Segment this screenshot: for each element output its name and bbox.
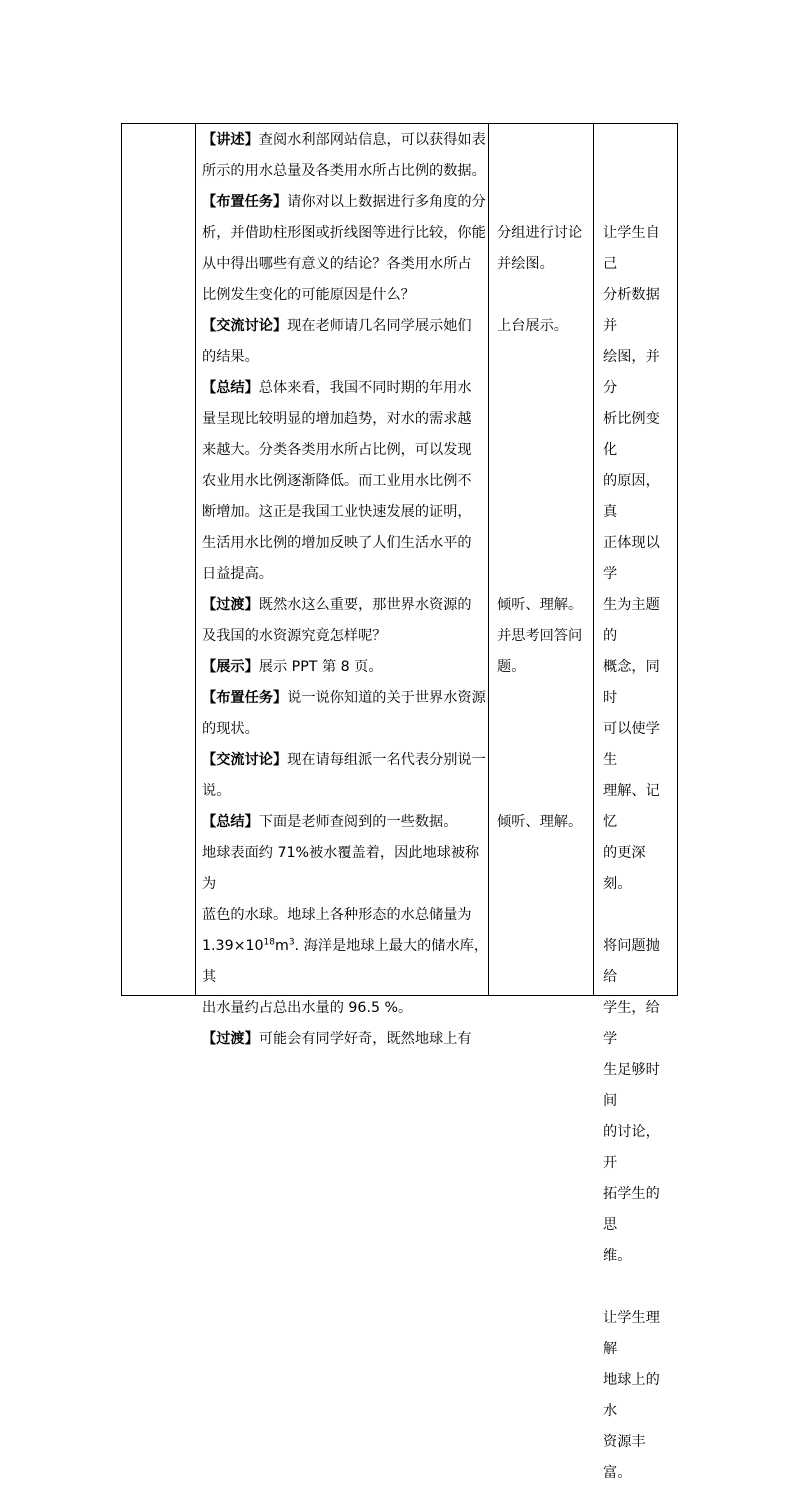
text-line bbox=[202, 528, 492, 559]
activity-text: 量呈现比较明显的增加趋势，对水的需求越 bbox=[202, 411, 472, 427]
text-line bbox=[202, 125, 492, 156]
student-group-3 bbox=[497, 590, 595, 683]
intent-group-3 bbox=[603, 1303, 673, 1489]
text-line bbox=[202, 931, 492, 993]
text-line: 资源丰富。 bbox=[603, 1434, 646, 1481]
text-line bbox=[202, 404, 492, 435]
activity-text: 及我国的水资源究竟怎样呢？ bbox=[202, 628, 387, 644]
text-line bbox=[202, 1024, 492, 1055]
text-line bbox=[202, 993, 492, 1024]
activity-tag: 【布置任务】 bbox=[202, 194, 288, 210]
text-line: 并绘图。 bbox=[497, 256, 554, 272]
text-line: 理解、记忆 bbox=[603, 783, 660, 830]
activity-text: 来越大。分类各类用水所占比例，可以发现 bbox=[202, 442, 472, 458]
activity-block bbox=[202, 652, 492, 683]
activity-text: 断增加。这正是我国工业快速发展的证明， bbox=[202, 504, 472, 520]
activity-block bbox=[202, 807, 492, 1024]
text-line: 将问题抛给 bbox=[603, 938, 660, 985]
activity-text: 展示 PPT 第 8 页。 bbox=[258, 659, 383, 675]
activity-text: 现在请每组派一名代表分别说一 bbox=[287, 752, 486, 768]
text-line: 学生，给学 bbox=[603, 1000, 660, 1047]
activity-text: 所示的用水总量及各类用水所占比例的数据。 bbox=[202, 163, 486, 179]
activity-text: 说。 bbox=[202, 783, 231, 799]
text-line bbox=[202, 745, 492, 776]
text-line: 可以使学生 bbox=[603, 721, 660, 768]
volume-exponent: 18 bbox=[263, 937, 275, 948]
lesson-table bbox=[121, 123, 678, 1481]
intent-group-2 bbox=[603, 931, 673, 1272]
activity-block bbox=[202, 311, 492, 373]
activity-text: 析，并借助柱形图或折线图等进行比较，你能 bbox=[202, 225, 486, 241]
activity-text: 比例发生变化的可能原因是什么？ bbox=[202, 287, 415, 303]
activity-tag: 【过渡】 bbox=[202, 1031, 259, 1047]
activity-block bbox=[202, 187, 492, 311]
text-line: 的更深刻。 bbox=[603, 845, 646, 892]
text-line: 分析数据并 bbox=[603, 287, 660, 334]
teacher-activity-column bbox=[202, 125, 492, 1055]
activity-text: 的现状。 bbox=[202, 721, 259, 737]
activity-text: 总体来看，我国不同时期的年用水 bbox=[258, 380, 472, 396]
text-line bbox=[202, 807, 492, 838]
text-line bbox=[202, 900, 492, 931]
text-line bbox=[202, 218, 492, 249]
activity-block bbox=[202, 125, 492, 187]
activity-tag: 【交流讨论】 bbox=[202, 752, 288, 768]
activity-text: 地球表面约 71%被水覆盖着，因此地球被称为 bbox=[202, 845, 480, 892]
text-line: 生足够时间 bbox=[603, 1062, 660, 1109]
volume-base: 1.39×10 bbox=[202, 938, 264, 954]
activity-block bbox=[202, 1024, 492, 1055]
text-line bbox=[202, 373, 492, 404]
text-line: 正体现以学 bbox=[603, 535, 660, 582]
text-line: 的讨论，开 bbox=[603, 1124, 660, 1171]
text-line bbox=[202, 342, 492, 373]
student-group-1 bbox=[497, 218, 595, 280]
design-intent-column bbox=[603, 125, 673, 1489]
activity-tag: 【过渡】 bbox=[202, 597, 259, 613]
text-line bbox=[202, 187, 492, 218]
volume-rest: . 海洋是地球上最大的储水库，其 bbox=[202, 938, 489, 985]
text-line: 倾听、理解。 bbox=[497, 814, 583, 830]
text-line bbox=[202, 590, 492, 621]
text-line bbox=[202, 280, 492, 311]
text-line bbox=[202, 466, 492, 497]
student-group-4 bbox=[497, 807, 595, 838]
text-line: 让学生自己 bbox=[603, 225, 660, 272]
activity-text: 现在老师请几名同学展示她们 bbox=[287, 318, 472, 334]
text-line: 倾听、理解。 bbox=[497, 597, 583, 613]
text-line: 拓学生的思 bbox=[603, 1186, 660, 1233]
text-line bbox=[202, 435, 492, 466]
activity-text: 查阅水利部网站信息，可以获得如表 bbox=[258, 132, 486, 148]
activity-text: 日益提高。 bbox=[202, 566, 273, 582]
text-line bbox=[202, 838, 492, 900]
text-line bbox=[202, 249, 492, 280]
text-line bbox=[202, 776, 492, 807]
text-line: 并思考回答问 bbox=[497, 628, 583, 644]
text-line: 让学生理解 bbox=[603, 1310, 660, 1357]
activity-block bbox=[202, 683, 492, 745]
text-line: 绘图，并分 bbox=[603, 349, 660, 396]
text-line: 地球上的水 bbox=[603, 1372, 660, 1419]
activity-text: 从中得出哪些有意义的结论？各类用水所占 bbox=[202, 256, 472, 272]
activity-text: 下面是老师查阅到的一些数据。 bbox=[258, 814, 458, 830]
text-line bbox=[202, 311, 492, 342]
text-line bbox=[202, 497, 492, 528]
student-activity-column bbox=[497, 125, 595, 838]
activity-tag: 【总结】 bbox=[202, 814, 259, 830]
student-group-2 bbox=[497, 311, 595, 342]
text-line bbox=[202, 714, 492, 745]
text-line: 生为主题的 bbox=[603, 597, 660, 644]
column-divider bbox=[195, 124, 196, 995]
activity-block bbox=[202, 590, 492, 652]
activity-tag: 【展示】 bbox=[202, 659, 259, 675]
activity-text: 既然水这么重要，那世界水资源的 bbox=[258, 597, 472, 613]
text-line: 上台展示。 bbox=[497, 318, 568, 334]
activity-text: 出水量约占总出水量的 96.5 %。 bbox=[202, 1000, 413, 1016]
activity-text: 农业用水比例逐渐降低。而工业用水比例不 bbox=[202, 473, 472, 489]
text-line bbox=[202, 621, 492, 652]
activity-text: 说一说你知道的关于世界水资源 bbox=[287, 690, 486, 706]
activity-text: 可能会有同学好奇，既然地球上有 bbox=[258, 1031, 472, 1047]
text-line: 析比例变化 bbox=[603, 411, 660, 458]
volume-unit: m bbox=[274, 938, 289, 954]
volume-unit-exponent: 3 bbox=[288, 937, 295, 948]
text-line: 分组进行讨论 bbox=[497, 225, 583, 241]
text-line: 维。 bbox=[603, 1248, 632, 1264]
activity-tag: 【讲述】 bbox=[202, 132, 259, 148]
text-line: 概念，同时 bbox=[603, 659, 660, 706]
text-line bbox=[202, 156, 492, 187]
activity-block bbox=[202, 373, 492, 590]
text-line bbox=[202, 683, 492, 714]
activity-text: 的结果。 bbox=[202, 349, 259, 365]
text-line bbox=[202, 652, 492, 683]
text-line bbox=[202, 559, 492, 590]
activity-text: 请你对以上数据进行多角度的分 bbox=[287, 194, 486, 210]
text-line: 的原因，真 bbox=[603, 473, 660, 520]
activity-tag: 【布置任务】 bbox=[202, 690, 288, 706]
activity-tag: 【总结】 bbox=[202, 380, 259, 396]
intent-group-1 bbox=[603, 218, 673, 900]
text-line: 题。 bbox=[497, 659, 526, 675]
activity-tag: 【交流讨论】 bbox=[202, 318, 288, 334]
activity-text: 生活用水比例的增加反映了人们生活水平的 bbox=[202, 535, 472, 551]
activity-block bbox=[202, 745, 492, 807]
activity-text: 蓝色的水球。地球上各种形态的水总储量为 bbox=[202, 907, 472, 923]
